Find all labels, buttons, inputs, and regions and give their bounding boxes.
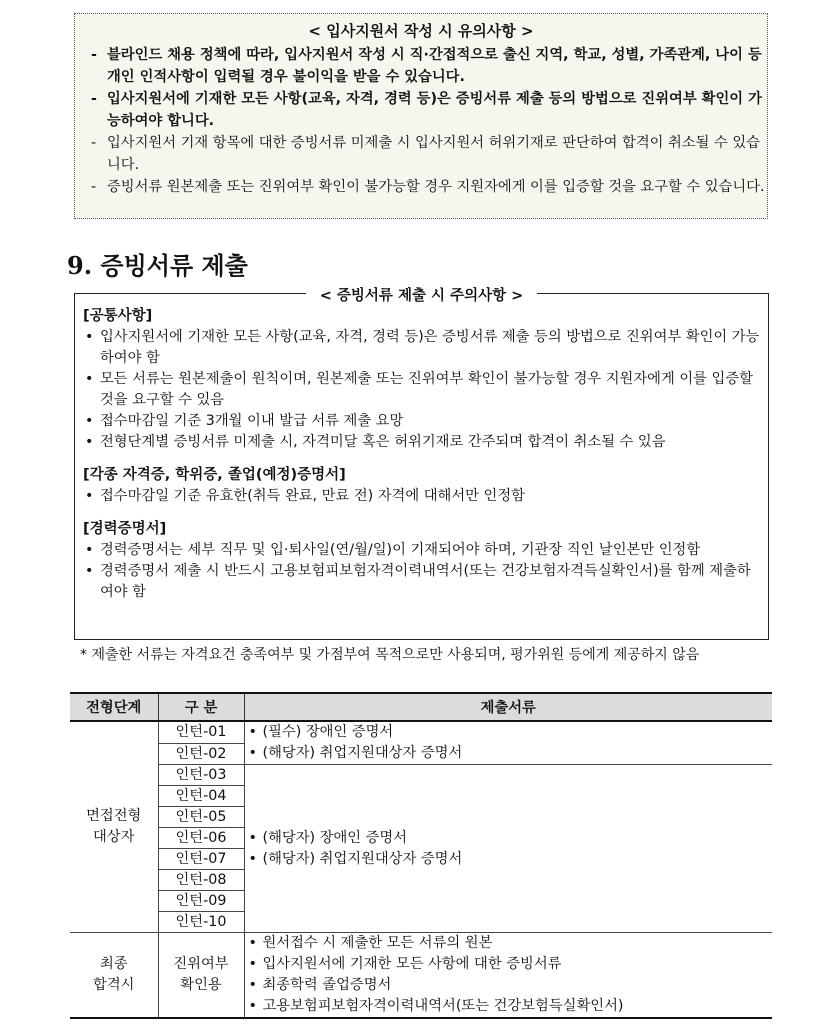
list-item: • 모든 서류는 원본제출이 원칙이며, 원본제출 또는 진위여부 확인이 불가능할 경우 지원자에게 이를 입증할 것을 요구할 수 있음 bbox=[83, 369, 760, 411]
stage-final: 최종 합격시 bbox=[70, 933, 158, 1019]
notice-title: < 입사지원서 작성 시 유의사항 > bbox=[308, 22, 534, 40]
notice-item: - 블라인드 채용 정책에 따라, 입사지원서 작성 시 직·간접적으로 출신 지역, 학교, 성별, 가족관계, 나이 등 개인 인적사항이 입력될 경우 불이익을 받을 수 있습니다. bbox=[89, 44, 767, 88]
category-cell: 인턴-05 bbox=[158, 807, 244, 828]
caution-group-career bbox=[83, 519, 760, 603]
header-category: 구 분 bbox=[158, 693, 244, 721]
category-cell: 인턴-09 bbox=[158, 891, 244, 912]
documents-table bbox=[70, 692, 772, 1019]
documents-cell bbox=[244, 765, 772, 933]
section-heading: 9. 증빙서류 제출 bbox=[67, 251, 248, 280]
list-item: • 접수마감일 기준 유효한(취득 완료, 만료 전) 자격에 대해서만 인정함 bbox=[83, 486, 760, 507]
list-item: • 경력증명서 제출 시 반드시 고용보험피보험자격이력내역서(또는 건강보험자격득실확인서)를 함께 제출하여야 함 bbox=[83, 561, 760, 603]
group-title: [공통사항] bbox=[83, 308, 153, 324]
category-cell: 인턴-08 bbox=[158, 870, 244, 891]
category-cell: 인턴-10 bbox=[158, 912, 244, 933]
table-header-row bbox=[70, 693, 772, 721]
list-item: • (해당자) 취업지원대상자 증명서 bbox=[247, 743, 773, 764]
notice-item: - 증빙서류 원본제출 또는 진위여부 확인이 불가능할 경우 지원자에게 이를 입증할 것을 요구할 수 있습니다. bbox=[89, 176, 767, 198]
footnote: * 제출한 서류는 자격요건 충족여부 및 가점부여 목적으로만 사용되며, 평가위원 등에게 제공하지 않음 bbox=[80, 647, 700, 663]
caution-title: < 증빙서류 제출 시 주의사항 > bbox=[306, 288, 538, 304]
notice-list bbox=[75, 44, 767, 198]
list-item: • 입사지원서에 기재한 모든 사항에 대한 증빙서류 bbox=[247, 954, 773, 975]
header-stage: 전형단계 bbox=[70, 693, 158, 721]
category-cell: 인턴-04 bbox=[158, 786, 244, 807]
category-cell: 인턴-07 bbox=[158, 849, 244, 870]
group-title: [각종 자격증, 학위증, 졸업(예정)증명서] bbox=[83, 467, 346, 483]
table-row bbox=[70, 765, 772, 786]
notice-item: - 입사지원서 기재 항목에 대한 증빙서류 미제출 시 입사지원서 허위기재로 판단하여 합격이 취소될 수 있습니다. bbox=[89, 132, 767, 176]
stage-interview: 면접전형 대상자 bbox=[70, 721, 158, 933]
list-item: • 원서접수 시 제출한 모든 서류의 원본 bbox=[247, 933, 773, 954]
caution-title-wrap bbox=[75, 284, 768, 305]
caution-group-certificates bbox=[83, 465, 760, 507]
list-item: • (필수) 장애인 증명서 bbox=[247, 722, 773, 743]
application-notice-box bbox=[74, 13, 768, 219]
list-item: • (해당자) 취업지원대상자 증명서 bbox=[247, 849, 773, 870]
caution-box bbox=[74, 288, 769, 640]
category-cell: 진위여부 확인용 bbox=[158, 933, 244, 1019]
list-item: • 최종학력 졸업증명서 bbox=[247, 975, 773, 996]
category-cell: 인턴-03 bbox=[158, 765, 244, 786]
list-item: • 고용보험피보험자격이력내역서(또는 건강보험득실확인서) bbox=[247, 996, 773, 1017]
category-cell: 인턴-06 bbox=[158, 828, 244, 849]
group-title: [경력증명서] bbox=[83, 521, 167, 537]
table-row bbox=[70, 933, 772, 1019]
documents-cell bbox=[244, 933, 772, 1019]
list-item: • 전형단계별 증빙서류 미제출 시, 자격미달 혹은 허위기재로 간주되며 합격이 취소될 수 있음 bbox=[83, 432, 760, 453]
notice-item: - 입사지원서에 기재한 모든 사항(교육, 자격, 경력 등)은 증빙서류 제출 등의 방법으로 진위여부 확인이 가능하여야 합니다. bbox=[89, 88, 767, 132]
list-item: • 입사지원서에 기재한 모든 사항(교육, 자격, 경력 등)은 증빙서류 제출 등의 방법으로 진위여부 확인이 가능하여야 함 bbox=[83, 327, 760, 369]
category-cell: 인턴-01 bbox=[158, 721, 244, 743]
list-item: • (해당자) 장애인 증명서 bbox=[247, 828, 773, 849]
caution-group-common bbox=[83, 306, 760, 453]
category-cell: 인턴-02 bbox=[158, 743, 244, 765]
header-documents: 제출서류 bbox=[244, 693, 772, 721]
table-row bbox=[70, 721, 772, 743]
documents-cell bbox=[244, 721, 772, 765]
list-item: • 접수마감일 기준 3개월 이내 발급 서류 제출 요망 bbox=[83, 411, 760, 432]
list-item: • 경력증명서는 세부 직무 및 입·퇴사일(연/월/일)이 기재되어야 하며, 기관장 직인 날인본만 인정함 bbox=[83, 540, 760, 561]
